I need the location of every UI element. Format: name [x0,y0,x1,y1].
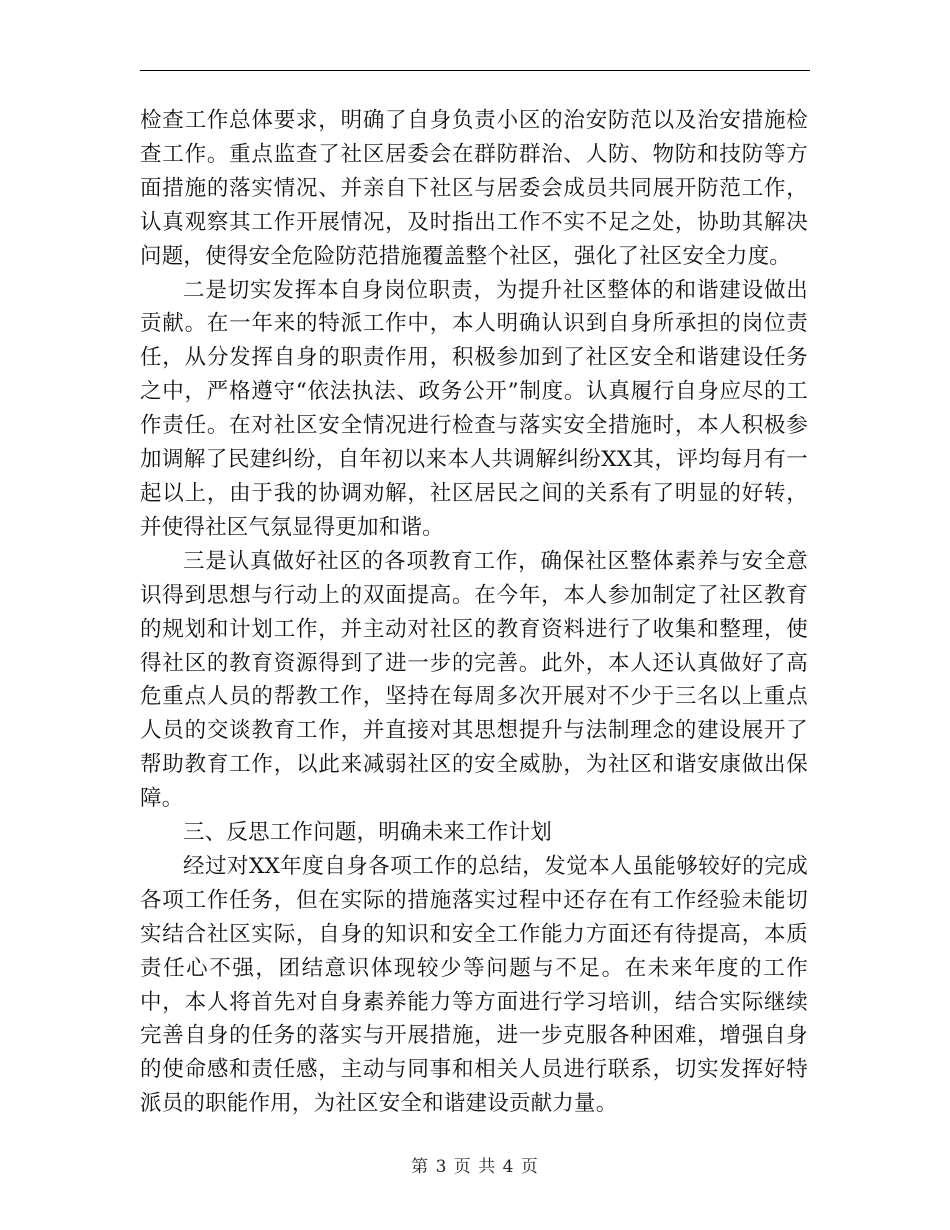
document-body [140,104,808,1121]
footer-middle: 页 共 [453,1157,497,1177]
page-footer [0,1152,950,1177]
footer-total-pages: 4 [502,1157,515,1177]
paragraph-reflection: 经过对XX年度自身各项工作的总结，发觉本人虽能够较好的完成各项工作任务，但在实际的措施落实过程中还存在有工作经验未能切实结合社区实际，自身的知识和安全工作能力方面还有待提高，本质责任心不强，团结意识体现较少等问题与不足。在未来年度的工作中，本人将首先对自身素养能力等方面进行学习培训，结合实际继续完善自身的任务的落实与开展措施，进一步克服各种困难，增强自身的使命感和责任感，主动与同事和相关人员进行联系，切实发挥好特派员的职能作用，为社区安全和谐建设贡献力量。 [140,853,808,1117]
paragraph-second-point: 二是切实发挥本自身岗位职责，为提升社区整体的和谐建设做出贡献。在一年来的特派工作中，本人明确认识到自身所承担的岗位责任，从分发挥自身的职责作用，积极参加到了社区安全和谐建设任务之中，严格遵守“依法执法、政务公开”制度。认真履行自身应尽的工作责任。在对社区安全情况进行检查与落实安全措施时，本人积极参加调解了民建纠纷，自年初以来本人共调解纠纷XX其，评均每月有一起以上，由于我的协调劝解，社区居民之间的关系有了明显的好转，并使得社区气氛显得更加和谐。 [140,277,808,540]
paragraph-third-point: 三是认真做好社区的各项教育工作，确保社区整体素养与安全意识得到思想与行动上的双面提高。在今年，本人参加制定了社区教育的规划和计划工作，并主动对社区的教育资料进行了收集和整理，使得社区的教育资源得到了进一步的完善。此外，本人还认真做好了高危重点人员的帮教工作，坚持在每周多次开展对不少于三名以上重点人员的交谈教育工作，并直接对其思想提升与法制理念的建设展开了帮助教育工作，以此来减弱社区的安全威胁，为社区和谐安康做出保障。 [140,548,808,812]
paragraph-continued: 检查工作总体要求，明确了自身负责小区的治安防范以及治安措施检查工作。重点监查了社区居委会在群防群治、人防、物防和技防等方面措施的落实情况、并亲自下社区与居委会成员共同展开防范工作，认真观察其工作开展情况，及时指出工作不实不足之处，协助其解决问题，使得安全危险防范措施覆盖整个社区，强化了社区安全力度。 [140,108,808,269]
footer-current-page: 3 [435,1157,448,1177]
footer-prefix: 第 [411,1157,430,1177]
footer-suffix: 页 [520,1157,539,1177]
section-heading: 三、反思工作问题，明确未来工作计划 [183,820,552,846]
header-rule [140,70,810,71]
